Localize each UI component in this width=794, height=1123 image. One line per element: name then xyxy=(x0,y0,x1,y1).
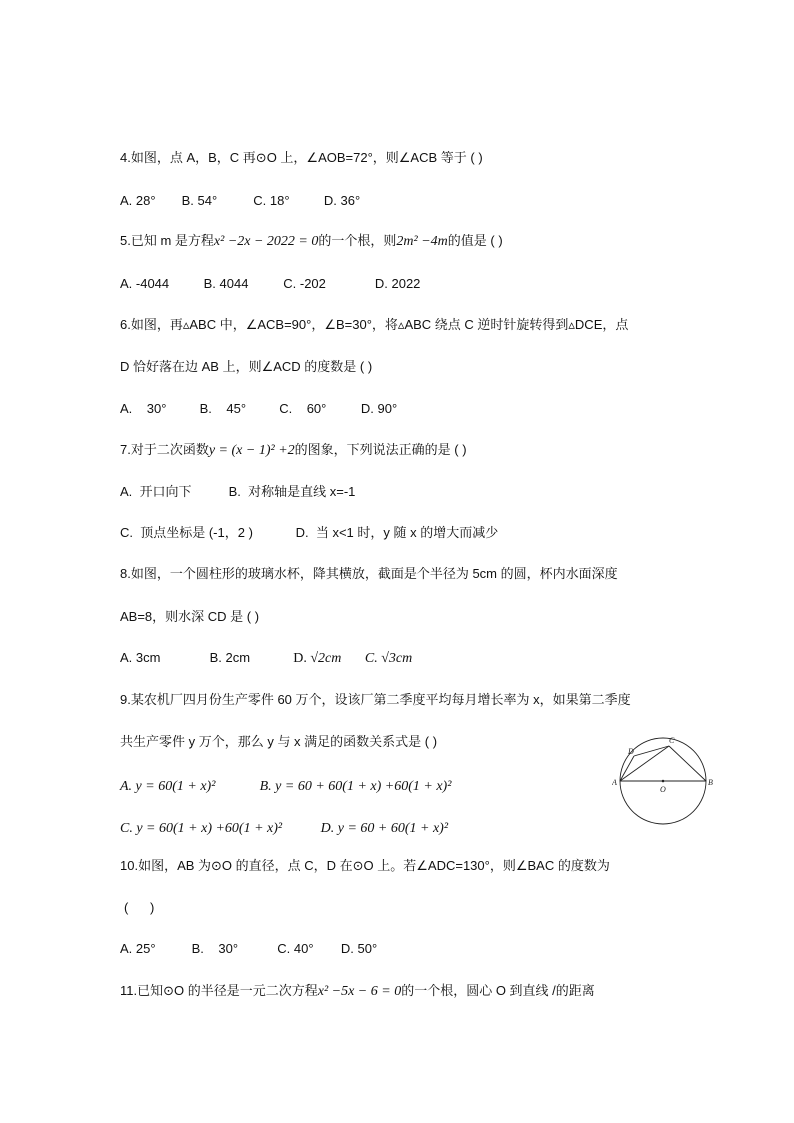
q9-option-d: D. y = 60 + 60(1 + x)² xyxy=(320,821,449,836)
q8-stem-line2: AB=8，则水深 CD 是 ( ) xyxy=(120,609,260,624)
q6-stem-line2: D 恰好落在边 AB 上，则∠ACD 的度数是 ( ) xyxy=(120,359,373,374)
q10-option-b: B. 30° xyxy=(191,941,239,956)
q7-option-c: C. 顶点坐标是 (-1，2 ) xyxy=(120,525,253,540)
q8-option-third xyxy=(293,650,361,668)
q9-option-a: A. y = 60(1 + x)² xyxy=(120,779,216,794)
q7-option-a: A. 开口向下 xyxy=(120,484,192,499)
q5-option-b: B. 4044 xyxy=(203,276,249,291)
q7-options-row2 xyxy=(120,524,498,542)
q9-options-row2 xyxy=(120,819,448,838)
q11-stem-prefix: 11.已知⊙O 的半径是一元二次方程 xyxy=(120,983,318,998)
q7-options-row1 xyxy=(120,483,355,501)
q6-option-b: B. 45° xyxy=(199,401,247,416)
q8-option-b: B. 2cm xyxy=(209,650,251,665)
q10-paren: ( ) xyxy=(124,900,155,915)
label-c: C xyxy=(669,736,675,745)
q5-expression: 2m² −4m xyxy=(396,234,448,249)
q4-option-a: A. 28° xyxy=(120,193,156,208)
circle-figure xyxy=(612,733,716,829)
q9-stem-line1: 9.某农机厂四月份生产零件 60 万个，设该厂第二季度平均每月增长率为 x，如果第二季度 xyxy=(120,692,631,707)
q4-option-d: D. 36° xyxy=(323,193,361,208)
q9-option-c: C. y = 60(1 + x) +60(1 + x)² xyxy=(120,821,283,836)
label-o: O xyxy=(660,785,666,794)
q11-stem xyxy=(120,982,595,1001)
q6-option-c: C. 60° xyxy=(279,401,327,416)
q8-option-fourth-value: √3cm xyxy=(381,651,413,666)
q7-option-d: D. 当 x<1 时，y 随 x 的增大而减少 xyxy=(295,525,499,540)
q8-option-fourth xyxy=(365,650,412,668)
label-b: B xyxy=(708,778,713,787)
q8-option-fourth-label: C. xyxy=(364,651,378,666)
q7-stem-suffix: 的图象，下列说法正确的是 ( ) xyxy=(294,442,467,457)
chord-cb xyxy=(669,746,706,781)
q4-options xyxy=(120,192,360,210)
q7-stem-prefix: 7.对于二次函数 xyxy=(120,442,209,457)
q5-option-a: A. -4044 xyxy=(120,276,170,291)
q5-option-d: D. 2022 xyxy=(374,276,421,291)
q5-options xyxy=(120,275,420,293)
q11-equation: x² −5x − 6 = 0 xyxy=(317,984,402,999)
q9-stem-line2: 共生产零件 y 万个，那么 y 与 x 满足的函数关系式是 ( ) xyxy=(120,734,438,749)
q10-stem: 10.如图，AB 为⊙O 的直径，点 C，D 在⊙O 上。若∠ADC=130°，则∠BAC 的度数为 xyxy=(120,858,610,873)
q7-function: y = (x − 1)² +2 xyxy=(208,443,295,458)
chord-dc xyxy=(634,746,669,756)
label-d: D xyxy=(628,747,634,756)
q9-option-b: B. y = 60 + 60(1 + x) +60(1 + x)² xyxy=(259,779,452,794)
q5-stem-mid: 的一个根，则 xyxy=(318,233,397,248)
q5-stem-suffix: 的值是 ( ) xyxy=(447,233,503,248)
q8-stem-line1: 8.如图，一个圆柱形的玻璃水杯，降其横放，截面是个半径为 5cm 的圆，杯内水面深度 xyxy=(120,566,618,581)
q5-stem xyxy=(120,232,503,251)
q5-equation: x² −2x − 2022 = 0 xyxy=(213,234,319,249)
q6-option-a: A. 30° xyxy=(120,401,167,416)
q4-option-c: C. 18° xyxy=(253,193,290,208)
q6-options xyxy=(120,400,397,418)
q4-stem: 4.如图，点 A，B，C 再⊙O 上，∠AOB=72°，则∠ACB 等于 ( ) xyxy=(120,150,483,165)
q10-option-a: A. 25° xyxy=(120,941,156,956)
q5-stem-prefix: 5.已知 m 是方程 xyxy=(120,233,214,248)
q10-options xyxy=(120,940,377,958)
q10-option-c: C. 40° xyxy=(277,941,314,956)
q9-options-row1 xyxy=(120,777,451,796)
q10-option-d: D. 50° xyxy=(340,941,378,956)
q5-option-c: C. -202 xyxy=(283,276,326,291)
q8-option-third-value: √2cm xyxy=(310,651,342,666)
center-point xyxy=(662,780,665,783)
q7-stem xyxy=(120,441,467,460)
q8-options xyxy=(120,649,412,668)
label-a: A xyxy=(612,778,617,787)
q8-option-third-label: D. xyxy=(293,651,307,666)
q6-stem-line1: 6.如图，再▵ABC 中，∠ACB=90°，∠B=30°，将▵ABC 绕点 C 逆时针旋转得到▵DCE，点 xyxy=(120,317,629,332)
q6-option-d: D. 90° xyxy=(360,401,398,416)
q11-stem-suffix: 的一个根，圆心 O 到直线 /的距离 xyxy=(401,983,595,998)
q4-option-b: B. 54° xyxy=(181,193,218,208)
q8-option-a: A. 3cm xyxy=(120,650,161,665)
q7-option-b: B. 对称轴是直线 x=-1 xyxy=(228,484,356,499)
